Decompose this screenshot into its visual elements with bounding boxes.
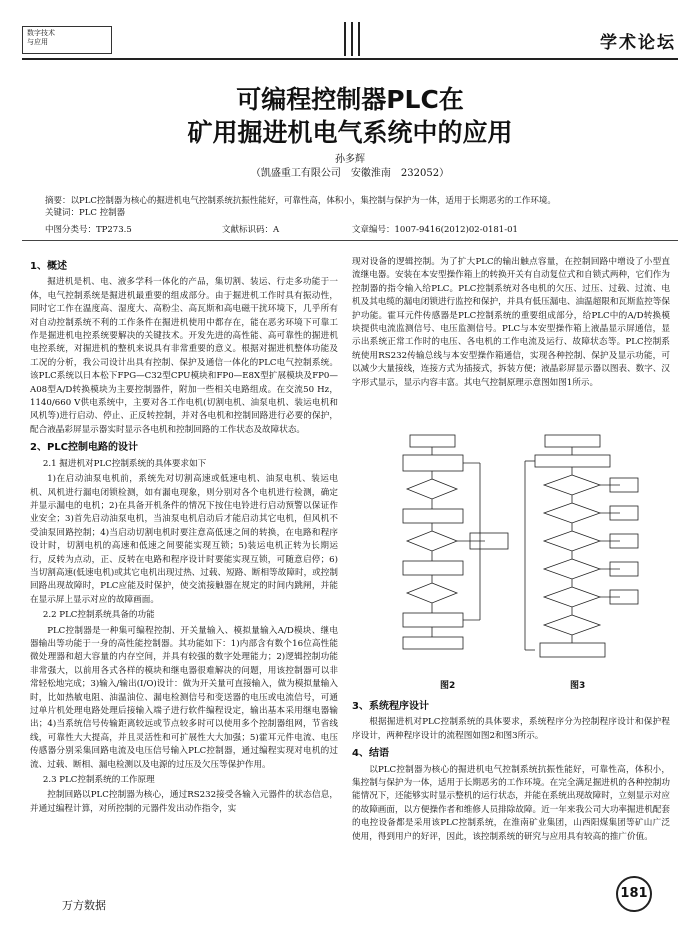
fig3-decision (544, 531, 600, 551)
section-1-heading: 1、概述 (30, 261, 67, 272)
fig2-process-box (403, 509, 463, 523)
fig3-decision (544, 503, 600, 523)
left-column (30, 256, 338, 816)
section-2-2-heading: 2.2 PLC控制系统具备的功能 (42, 610, 155, 621)
fig2-decision (407, 531, 457, 551)
section-1-paragraph: 掘进机是机、电、液多学科一体化的产品，集切割、装运、行走多功能于一体，电气控制系统是掘进机最重要的组成部分。由于掘进机工作时具有振动性，同时它工作在温度高、湿度大、高粉尘、高瓦斯和高电磁干扰环境下，几乎所有对自动控制系统不利的工作条件在掘进机使用中都存在，能在恶劣环境下可靠工作是掘进机电控系统要解决的关键技术。开发先进的高性能、高可靠性的掘进机电控系统，对掘进机的整机来说具有非常重要的意义。根据对掘进机整体功能及工况的分析，我公司设计出具有控制、保护及通信一体化的PLC电气控制系统。该PLC系统以日本松下FPG—C32型CPU模块和FP0—E8X型扩展模块及FP0—A08型A/D转换模块为主要控制器件，附加一些相关电路组成。在交流50 Hz，1140/660 V供电系统中，主要对各工作电机(切割电机、油泵电机、装运电机和风机等)进行启动、停止、正反转控制，并对各电机和控制回路进行必要的保护，配合液晶彩屏显示器实时显示各电机和控制回路的工作状态及故障状态。 (30, 277, 338, 435)
fig3-start-box (545, 435, 600, 447)
journal-name-line1: 数字技术 (27, 29, 55, 37)
flowchart-figure (395, 433, 640, 673)
figure-3-caption: 图3 (570, 681, 586, 691)
keywords: 关键词：PLC 控制器 (45, 208, 126, 218)
fig3-decision (544, 615, 600, 635)
document-code: 文献标识码：A (222, 225, 280, 235)
section-2-1-paragraph: 1)在启动油泵电机前，系统先对切割高速或低速电机、油泵电机、装运电机、风机进行漏电闭锁检测，如有漏电现象，则分别对各个电机进行检测，确定并显示漏电的电机；2)在具备开机条件的情况下按住电铃进行启动预警以保证作业安全；3)首先启动油泵电机，当油泵电机启动后才能启动其它电机，但风机不受油泵回路控制；4)当启动切割电机时要注意高低速之间的转换，在电路和程序设计时，切割电机的高速和低速之间要能实现互锁；5)装运电机正转为长期运行，反转为点动，正、反转在电路和程序设计时要能实现互锁，可随意启停；6)当切割高速(低速电机)或其它电机出现过热、过载、短路、断相等故障时，或控制回路出现故障时，PLC应能及时保护，使交流接触器在规定的时间内跳闸，并能在显示屏上显示对应的故障画面。 (30, 474, 338, 605)
section-2-2-paragraph: PLC控制器是一种集可编程控制、开关量输入、模拟量输入A/D模块、继电器输出等功能于一身的高性能控制器。其功能如下：1)内部含有数个16位高性能微处理器和超大容量的内存空间，并具有较强的数字处理能力；2)逻辑控制功能非常强大，以前用各式各样的模块和继电器很难解决的问题，用该控制器可以非常轻松地完成；3)输入/输出(I/O)设计：做为开关量可直接输入，做为模拟量输入时，比如热敏电阻、油温油位、漏电检测信号和变送器的电压或电流信号，可通过单片机处理电路处理后接输入端子进行软件编程设定，输出基本采用继电器输出；4)当系统信号传输距离较远或节点较多时可以使用多个控制器组网，节省线线，可靠性大大提高，并且灵活性和可扩展性大大加强；5)霍耳元件电流、电压传感器分别采集回路电流及电压信号输入PLC控制器，通过编程实现对电机的过流、过载、断相、漏电检测以及电源的过压及欠压等保护作用。 (30, 625, 338, 770)
section-4-heading: 4、结语 (352, 748, 389, 760)
figure-2-caption: 图2 (440, 681, 456, 691)
journal-logo (22, 26, 112, 54)
continued-paragraph: 现对设备的逻辑控制。为了扩大PLC的输出触点容量，在控制回路中增设了小型直流继电器。安装在本安型操作箱上的转换开关有自动复位式和自锁式两种，它们作为控制器的指令输入给PLC。PLC控制系统对各电机的欠压、过压、过载、过流、电机及其电缆的漏电闭锁进行监控和保护，并具有低压漏电、油温超限和瓦斯监控等保护功能。霍耳元件传感器是PLC控制系统的重要组成部分，给PLC中的A/D转换模块提供电流监测信号、电压监测信号。PLC与本安型操作箱上液晶显示屏通信，显示出系统正常工作时的电压、各电机的工作电流及运行、故障状态等。PLC控制系统使用RS232传输总线与本安型操作箱通信，实现各种控制、保护及显示功能，可以减少大量接线，连接方式为插接式，拆装方便；液晶彩屏显示器以图表、数字、汉字形式显示，显示内容丰富。其电气控制原理示意图如图1所示。 (352, 257, 670, 388)
abstract-block (45, 195, 665, 219)
right-column-bottom (352, 696, 670, 844)
section-2-heading: 2、PLC控制电路的设计 (30, 442, 138, 454)
fig3-end-box (540, 643, 605, 657)
fig2-process-box (403, 561, 463, 575)
section-2-1-heading: 2.1 掘进机对PLC控制系统的具体要求如下 (42, 458, 207, 469)
section-3-paragraph: 根据掘进机对PLC控制系统的具体要求，系统程序分为控制程序设计和保护程序设计，两种程序设计的流程图如图2和图3所示。 (352, 717, 670, 741)
fig3-decision (544, 559, 600, 579)
section-3-heading: 3、系统程序设计 (352, 701, 429, 712)
abstract-divider (22, 240, 678, 241)
fig2-process-box (403, 455, 463, 471)
author: 孙多辉 (335, 154, 365, 165)
affiliation: （凯盛重工有限公司 安徽淮南 232052） (250, 168, 450, 179)
fig2-end-box (403, 637, 463, 649)
fig2-start-box (410, 435, 455, 447)
section-2-3-paragraph: 控制回路以PLC控制器为核心，通过RS232接受各输入元器件的状态信息，并通过编程计算，对所控制的元器件发出动作指令，实 (30, 790, 338, 814)
fig3-decision (544, 587, 600, 607)
title-line-2: 矿用掘进机电气系统中的应用 (187, 118, 513, 147)
right-column-top (352, 256, 670, 390)
journal-header (22, 22, 678, 60)
abstract: 摘要：以PLC控制器为核心的掘进机电气控制系统抗振性能好，可靠性高，体积小，集控制与保护为一体，适用于长期恶劣的工作环境。 (45, 196, 556, 206)
journal-name-line2: 与应用 (27, 38, 48, 46)
section-2-3-heading: 2.3 PLC控制系统的工作原理 (42, 775, 155, 786)
header-divider-bars (342, 22, 362, 58)
clc-number: 中图分类号：TP273.5 (45, 225, 132, 235)
article-number: 文章编号：1007-9416(2012)02-0181-01 (352, 225, 518, 235)
fig3-decision (544, 475, 600, 495)
fig2-decision (407, 583, 457, 603)
fig3-process-box (535, 455, 610, 467)
page-number-badge: 181 (616, 876, 652, 912)
fig2-process-box (403, 613, 463, 627)
section-4-paragraph: 以PLC控制器为核心的掘进机电气控制系统抗振性能好，可靠性高，体积小，集控制与保护为一体，适用于长期恶劣的工作环境。在完全满足掘进机的各种控制功能情况下，还能够实时显示整机的运行状态，并能在系统出现故障时，立刻显示对应的故障画面，以方便操作者和维修人员排除故障。近一年来我公司大功率掘进机配套的电控设备都是采用该PLC控制系统，在淮南矿业集团，山西阳煤集团等矿山广泛使用，得到用户的好评，因此，该控制系统的研究与应用具有较高的推广价值。 (352, 764, 670, 842)
section-tag: 学术论坛 (600, 33, 676, 53)
fig2-decision (407, 479, 457, 499)
footer-source: 万方数据 (62, 899, 106, 912)
title-line-1: 可编程控制器PLC在 (236, 85, 464, 114)
